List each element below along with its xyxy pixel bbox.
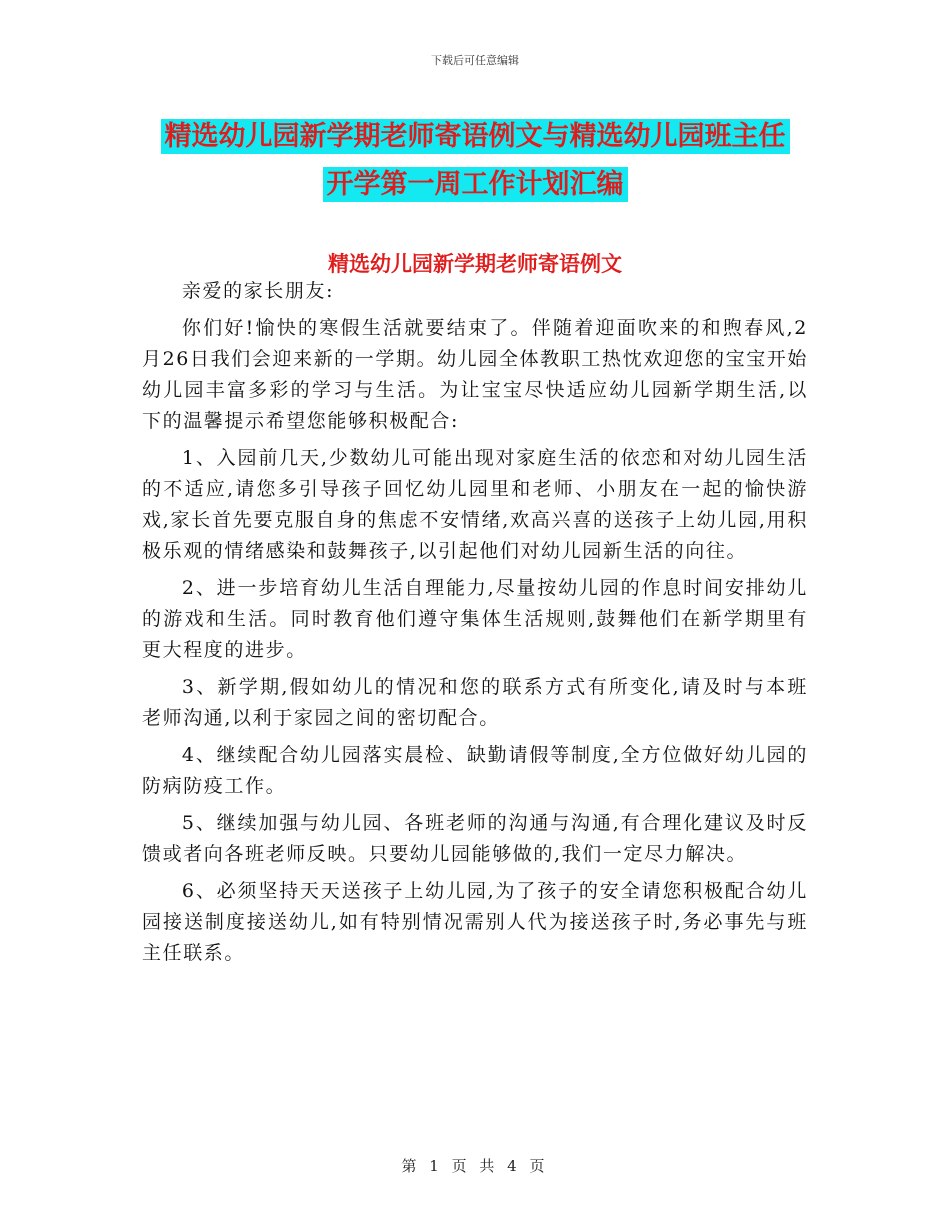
paragraph-greeting: 你们好!愉快的寒假生活就要结束了。伴随着迎面吹来的和煦春风,2月26日我们会迎来新的一学期。幼儿园全体教职工热忱欢迎您的宝宝开始幼儿园丰富多彩的学习与生活。为让宝宝尽快适应幼儿园新学期生活,以下的温馨提示希望您能够积极配合: (142, 317, 808, 432)
header-note: 下载后可任意编辑 (431, 54, 519, 67)
page-number-footer: 第 1 页 共 4 页 (401, 1157, 549, 1175)
salutation: 亲爱的家长朋友: (181, 280, 335, 302)
document-body (142, 276, 808, 969)
document-title (120, 113, 830, 209)
document-title-line-2: 开学第一周工作计划汇编 (323, 167, 628, 202)
document-title-line-1: 精选幼儿园新学期老师寄语例文与精选幼儿园班主任 (161, 119, 790, 154)
paragraph-item-5: 5、继续加强与幼儿园、各班老师的沟通与沟通,有合理化建议及时反馈或者向各班老师反映。只要幼儿园能够做的,我们一定尽力解决。 (142, 812, 808, 865)
section-title: 精选幼儿园新学期老师寄语例文 (328, 252, 622, 276)
paragraph-item-6: 6、必须坚持天天送孩子上幼儿园,为了孩子的安全请您积极配合幼儿园接送制度接送幼儿,如有特别情况需别人代为接送孩子时,务必事先与班主任联系。 (142, 880, 808, 964)
paragraph-item-1: 1、入园前几天,少数幼儿可能出现对家庭生活的依恋和对幼儿园生活的不适应,请您多引导孩子回忆幼儿园里和老师、小朋友在一起的愉快游戏,家长首先要克服自身的焦虑不安情绪,欢高兴喜的送孩子上幼儿园,用积极乐观的情绪感染和鼓舞孩子,以引起他们对幼儿园新生活的向往。 (142, 447, 808, 562)
paragraph-item-3: 3、新学期,假如幼儿的情况和您的联系方式有所变化,请及时与本班老师沟通,以利于家园之间的密切配合。 (142, 676, 808, 729)
paragraph-item-2: 2、进一步培育幼儿生活自理能力,尽量按幼儿园的作息时间安排幼儿的游戏和生活。同时教育他们遵守集体生活规则,鼓舞他们在新学期里有更大程度的进步。 (142, 577, 808, 661)
paragraph-item-4: 4、继续配合幼儿园落实晨检、缺勤请假等制度,全方位做好幼儿园的防病防疫工作。 (142, 744, 808, 797)
